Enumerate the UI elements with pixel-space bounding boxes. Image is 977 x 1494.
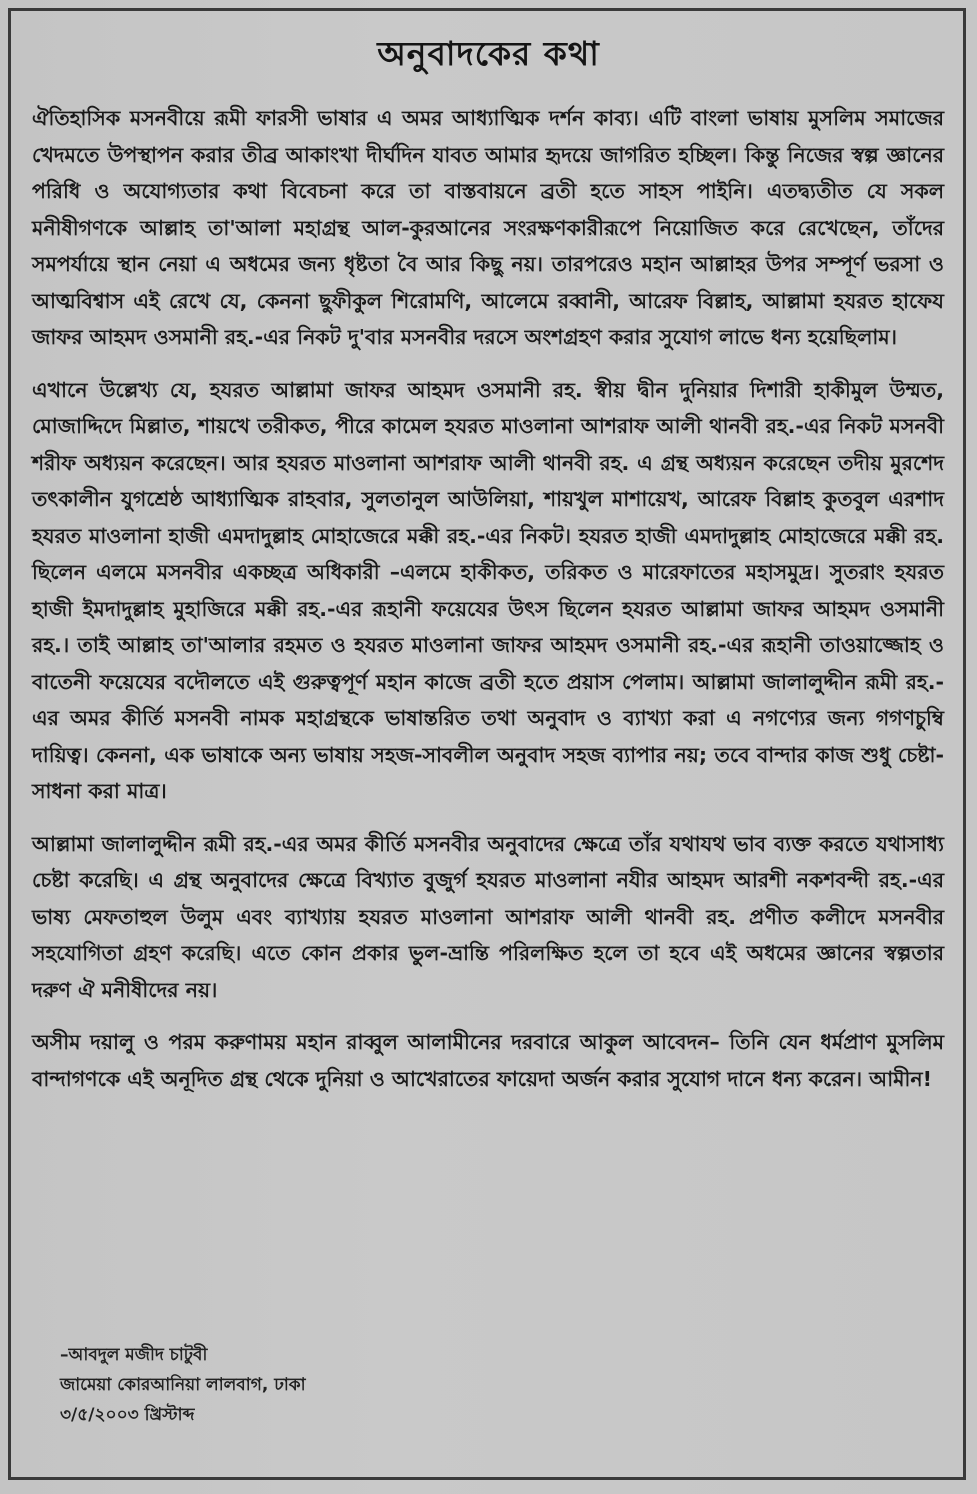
signature-institution: জামেয়া কোরআনিয়া লালবাগ, ঢাকা	[60, 1375, 306, 1395]
paragraph-1: ঐতিহাসিক মসনবীয়ে রূমী ফারসী ভাষার এ অমর আধ্যাত্মিক দর্শন কাব্য। এটি বাংলা ভাষায় মুসলিম সমাজের খেদমতে উপস্থাপন করার তীব্র আকাংখা দীর্ঘদিন যাবত আমার হৃদয়ে জাগরিত হচ্ছিল। কিন্তু নিজের স্বল্প জ্ঞানের পরিধি ও অযোগ্যতার কথা বিবেচনা করে তা বাস্তবায়নে ব্রতী হতে সাহস পাইনি। এতদ্ব্যতীত যে সকল মনীষীগণকে আল্লাহ তা'আলা মহাগ্রন্থ আল-কুরআনের সংরক্ষণকারীরূপে নিয়োজিত করে রেখেছেন, তাঁদের সমপর্যায়ে স্থান নেয়া এ অধমের জন্য ধৃষ্টতা বৈ আর কিছু নয়। তারপরেও মহান আল্লাহর উপর সম্পূর্ণ ভরসা ও আত্মবিশ্বাস এই রেখে যে, কেননা ছুফীকুল শিরোমণি, আলেমে রব্বানী, আরেফ বিল্লাহ, আল্লামা হযরত হাফেয জাফর আহমদ ওসমানী রহ.-এর নিকট দু'বার মসনবীর দরসে অংশগ্রহণ করার সুযোগ লাভে ধন্য হয়েছিলাম।	[32, 106, 944, 349]
body-text	[32, 100, 944, 1113]
signature-name: –আবদুল মজীদ চাটুবী	[60, 1345, 208, 1365]
paragraph-2: এখানে উল্লেখ্য যে, হযরত আল্লামা জাফর আহমদ ওসমানী রহ. স্বীয় দ্বীন দুনিয়ার দিশারী হাকীমুল উম্মত, মোজাদ্দিদে মিল্লাত, শায়খে তরীকত, পীরে কামেল হযরত মাওলানা আশরাফ আলী থানবী রহ.-এর নিকট মসনবী শরীফ অধ্যয়ন করেছেন। আর হযরত মাওলানা আশরাফ আলী থানবী রহ. এ গ্রন্থ অধ্যয়ন করেছেন তদীয় মুরশেদ তৎকালীন যুগশ্রেষ্ঠ আধ্যাত্মিক রাহবার, সুলতানুল আউলিয়া, শায়খুল মাশায়েখ, আরেফ বিল্লাহ কুতবুল এরশাদ হযরত মাওলানা হাজী এমদাদুল্লাহ মোহাজেরে মক্কী রহ.-এর নিকট। হযরত হাজী এমদাদুল্লাহ মোহাজেরে মক্কী রহ. ছিলেন এলমে মসনবীর একচ্ছত্র অধিকারী –এলমে হাকীকত, তরিকত ও মারেফাতের মহাসমুদ্র। সুতরাং হযরত হাজী ইমদাদুল্লাহ মুহাজিরে মক্কী রহ.-এর রূহানী ফয়েযের উৎস ছিলেন হযরত আল্লামা জাফর আহমদ ওসমানী রহ.। তাই আল্লাহ তা'আলার রহমত ও হযরত মাওলানা জাফর আহমদ ওসমানী রহ.-এর রূহানী তাওয়াজ্জোহ ও বাতেনী ফয়েযের বদৌলতে এই গুরুত্বপূর্ণ মহান কাজে ব্রতী হতে প্রয়াস পেলাম। আল্লামা জালালুদ্দীন রূমী রহ.-এর অমর কীর্তি মসনবী নামক মহাগ্রন্থকে ভাষান্তরিত তথা অনুবাদ ও ব্যাখ্যা করা এ নগণ্যের জন্য গগণচুম্বি দায়িত্ব। কেননা, এক ভাষাকে অন্য ভাষায় সহজ-সাবলীল অনুবাদ সহজ ব্যাপার নয়; তবে বান্দার কাজ শুধু চেষ্টা-সাধনা করা মাত্র।	[32, 377, 944, 803]
signature-block	[60, 1340, 660, 1430]
signature-date: ৩/৫/২০০৩ খ্রিস্টাব্দ	[60, 1405, 195, 1425]
paragraph-3: আল্লামা জালালুদ্দীন রূমী রহ.-এর অমর কীর্তি মসনবীর অনুবাদের ক্ষেত্রে তাঁর যথাযথ ভাব ব্যক্ত করতে যথাসাধ্য চেষ্টা করেছি। এ গ্রন্থ অনুবাদের ক্ষেত্রে বিখ্যাত বুজুর্গ হযরত মাওলানা নযীর আহমদ আরশী নকশবন্দী রহ.-এর ভাষ্য মেফতাহুল উলুম এবং ব্যাখ্যায় হযরত মাওলানা আশরাফ আলী থানবী রহ. প্রণীত কলীদে মসনবীর সহযোগিতা গ্রহণ করেছি। এতে কোন প্রকার ভুল-ভ্রান্তি পরিলক্ষিত হলে তা হবে এই অধমের জ্ঞানের স্বল্পতার দরুণ ঐ মনীষীদের নয়।	[32, 831, 944, 1002]
paragraph-4: অসীম দয়ালু ও পরম করুণাময় মহান রাব্বুল আলামীনের দরবারে আকুল আবেদন– তিনি যেন ধর্মপ্রাণ মুসলিম বান্দাগণকে এই অনূদিত গ্রন্থ থেকে দুনিয়া ও আখেরাতের ফায়েদা অর্জন করার সুযোগ দানে ধন্য করেন। আমীন!	[32, 1030, 944, 1091]
page-title: অনুবাদকের কথা	[377, 34, 600, 73]
